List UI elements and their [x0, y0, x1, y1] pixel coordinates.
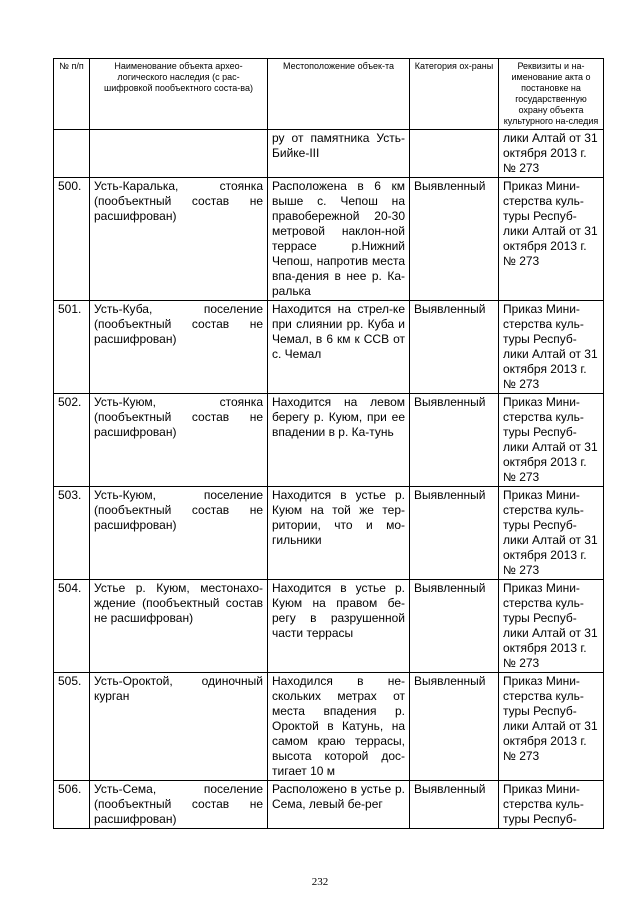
cell-location: Находится в устье р. Куюм на правом бе-регу в разрушенной части террасы — [268, 580, 410, 673]
table-row — [54, 394, 604, 487]
cell-category — [410, 130, 499, 178]
table-header-row — [54, 59, 604, 130]
cell-number: 504. — [54, 580, 90, 673]
cell-protection-act: Приказ Мини-стерства куль-туры Респуб- — [499, 781, 604, 829]
page-number: 232 — [311, 876, 329, 888]
cell-category: Выявленный — [410, 301, 499, 394]
cell-object-name: Усть-Ороктой, одиночный курган — [90, 673, 268, 781]
cell-number: 501. — [54, 301, 90, 394]
cell-category: Выявленный — [410, 673, 499, 781]
header-number: № п/п — [54, 59, 90, 130]
cell-category: Выявленный — [410, 580, 499, 673]
cell-location: Расположена в 6 км выше с. Чепош на правобережной 20-30 метровой наклон-ной террасе р.Нижний Чепош, напротив места впа-дения в нее р. Ка-ралька — [268, 178, 410, 301]
cell-location: Находится в устье р. Куюм на той же тер-ритории, что и мо-гильники — [268, 487, 410, 580]
cell-object-name: Усть-Куюм, стоянка (пообъектный состав не расшифрован) — [90, 394, 268, 487]
cell-location: ру от памятника Усть-Бийке-III — [268, 130, 410, 178]
header-object-name: Наименование объекта архео-логического наследия (с рас-шифровкой пообъектного соста-ва) — [90, 59, 268, 130]
cell-protection-act: Приказ Мини-стерства куль-туры Респуб-лики Алтай от 31 октября 2013 г. № 273 — [499, 673, 604, 781]
cell-object-name: Усть-Куба, поселение (пообъектный состав не расшифрован) — [90, 301, 268, 394]
cell-protection-act: Приказ Мини-стерства куль-туры Респуб-лики Алтай от 31 октября 2013 г. № 273 — [499, 301, 604, 394]
cell-protection-act: Приказ Мини-стерства куль-туры Респуб-лики Алтай от 31 октября 2013 г. № 273 — [499, 487, 604, 580]
cell-number: 505. — [54, 673, 90, 781]
cell-object-name: Усть-Каралька, стоянка (пообъектный состав не расшифрован) — [90, 178, 268, 301]
cell-object-name: Усть-Куюм, поселение (пообъектный состав не расшифрован) — [90, 487, 268, 580]
heritage-registry-table — [53, 58, 604, 829]
cell-protection-act: Приказ Мини-стерства куль-туры Респуб-лики Алтай от 31 октября 2013 г. № 273 — [499, 394, 604, 487]
cell-object-name: Устье р. Куюм, местонахо-ждение (пообъектный состав не расшифрован) — [90, 580, 268, 673]
cell-protection-act: Приказ Мини-стерства куль-туры Респуб-лики Алтай от 31 октября 2013 г. № 273 — [499, 580, 604, 673]
cell-category: Выявленный — [410, 487, 499, 580]
cell-number: 506. — [54, 781, 90, 829]
table-row-continuation — [54, 130, 604, 178]
table-row — [54, 301, 604, 394]
cell-number: 503. — [54, 487, 90, 580]
cell-number — [54, 130, 90, 178]
cell-number: 502. — [54, 394, 90, 487]
cell-category: Выявленный — [410, 781, 499, 829]
cell-object-name — [90, 130, 268, 178]
cell-location: Расположено в устье р. Сема, левый бе-рег — [268, 781, 410, 829]
cell-number: 500. — [54, 178, 90, 301]
cell-location: Находится на левом берегу р. Куюм, при ее впадении в р. Ка-тунь — [268, 394, 410, 487]
table-row — [54, 673, 604, 781]
cell-location: Находился в не-скольких метрах от места впадения р. Ороктой в Катунь, на самом краю террасы, высота которой дос-тигает 10 м — [268, 673, 410, 781]
cell-category: Выявленный — [410, 394, 499, 487]
header-protection-category: Категория ох-раны — [410, 59, 499, 130]
table-row — [54, 781, 604, 829]
header-location: Местоположение объек-та — [268, 59, 410, 130]
cell-protection-act: лики Алтай от 31 октября 2013 г. № 273 — [499, 130, 604, 178]
cell-protection-act: Приказ Мини-стерства куль-туры Респуб-лики Алтай от 31 октября 2013 г. № 273 — [499, 178, 604, 301]
cell-category: Выявленный — [410, 178, 499, 301]
table-row — [54, 487, 604, 580]
header-protection-act: Реквизиты и на-именование акта о постановке на государственную охрану объекта культурного на-следия — [499, 59, 604, 130]
cell-location: Находится на стрел-ке при слиянии рр. Куба и Чемал, в 6 км к ССВ от с. Чемал — [268, 301, 410, 394]
table-row — [54, 178, 604, 301]
table-row — [54, 580, 604, 673]
cell-object-name: Усть-Сема, поселение (пообъектный состав не расшифрован) — [90, 781, 268, 829]
